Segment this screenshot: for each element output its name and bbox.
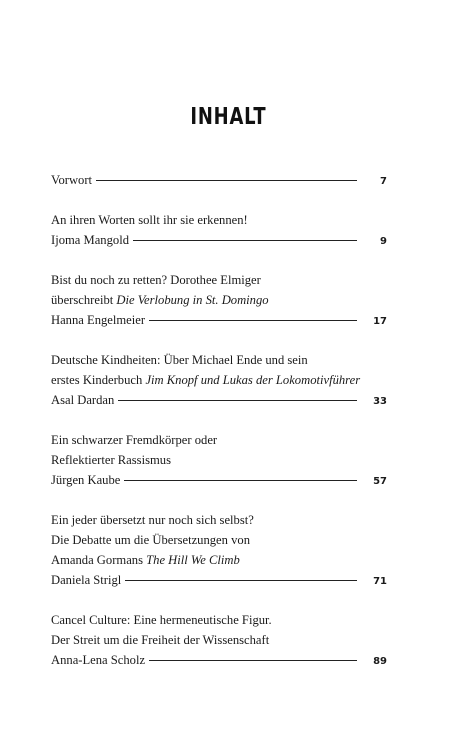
page-number: 7 — [380, 176, 387, 187]
toc-entry-author: Hanna Engelmeier — [51, 313, 146, 327]
dot-leader — [118, 400, 357, 401]
title-text: Cancel Culture: Eine hermeneutische Figur. — [51, 613, 272, 627]
toc-entry-title-line — [51, 550, 387, 570]
toc-entry-title-line — [51, 530, 387, 550]
toc-entry-author-line — [51, 570, 387, 590]
table-of-contents — [51, 170, 387, 690]
title-text: Reflektierter Rassismus — [51, 453, 171, 467]
toc-entry-author: Asal Dardan — [51, 393, 115, 407]
toc-entry — [51, 510, 387, 590]
toc-entry — [51, 430, 387, 490]
toc-entry-author: Jürgen Kaube — [51, 473, 121, 487]
title-italic: The Hill We Climb — [146, 553, 240, 567]
toc-entry-title-line — [51, 290, 387, 310]
page-number: 9 — [380, 236, 387, 247]
toc-entry — [51, 350, 387, 410]
toc-entry-label: Vorwort — [51, 173, 93, 187]
title-text: Deutsche Kindheiten: Über Michael Ende und sein — [51, 353, 308, 367]
toc-entry-author-line — [51, 310, 387, 330]
title-text: Amanda Gormans — [51, 553, 147, 567]
title-text: Ein jeder übersetzt nur noch sich selbst? — [51, 513, 254, 527]
page-number: 89 — [373, 656, 387, 667]
toc-entry-title-line — [51, 450, 387, 470]
title-italic: Die Verlobung in St. Domingo — [116, 293, 269, 307]
toc-entry-author: Daniela Strigl — [51, 573, 122, 587]
toc-entry-title-line — [51, 430, 387, 450]
dot-leader — [125, 580, 357, 581]
title-text: Der Streit um die Freiheit der Wissenschaft — [51, 633, 270, 647]
dot-leader — [124, 480, 357, 481]
page-number: 71 — [373, 576, 387, 587]
toc-entry-author-line — [51, 390, 387, 410]
toc-entry-title-line — [51, 270, 387, 290]
dot-leader — [133, 240, 357, 241]
toc-entry-title-line — [51, 370, 387, 390]
toc-entry-author: Anna-Lena Scholz — [51, 653, 146, 667]
title-text: erstes Kinderbuch — [51, 373, 146, 387]
title-text: überschreibt — [51, 293, 117, 307]
toc-entry-author-line — [51, 230, 387, 250]
page-title: INHALT — [190, 104, 267, 130]
dot-leader — [149, 320, 357, 321]
toc-entry-author-line — [51, 170, 387, 190]
toc-entry — [51, 610, 387, 670]
toc-entry-title-line — [51, 610, 387, 630]
toc-entry — [51, 270, 387, 330]
toc-entry-author-line — [51, 470, 387, 490]
dot-leader — [149, 660, 357, 661]
toc-entry-title-line: An ihren Worten sollt ihr sie erkennen! — [51, 213, 248, 227]
title-text: Ein schwarzer Fremdkörper oder — [51, 433, 218, 447]
page-number: 17 — [373, 316, 387, 327]
toc-entry-title-line — [51, 630, 387, 650]
toc-entry-author: Ijoma Mangold — [51, 233, 129, 247]
toc-entry-author-line — [51, 650, 387, 670]
title-italic: Jim Knopf und Lukas der Lokomotivführer — [145, 373, 361, 387]
toc-entry — [51, 170, 387, 190]
title-text: Bist du noch zu retten? Dorothee Elmiger — [51, 273, 261, 287]
toc-entry-title-line — [51, 510, 387, 530]
page-number: 33 — [373, 396, 387, 407]
toc-entry — [51, 210, 387, 250]
page-number: 57 — [373, 476, 387, 487]
toc-entry-title-line — [51, 350, 387, 370]
dot-leader — [96, 180, 357, 181]
title-text: Die Debatte um die Übersetzungen von — [51, 533, 250, 547]
